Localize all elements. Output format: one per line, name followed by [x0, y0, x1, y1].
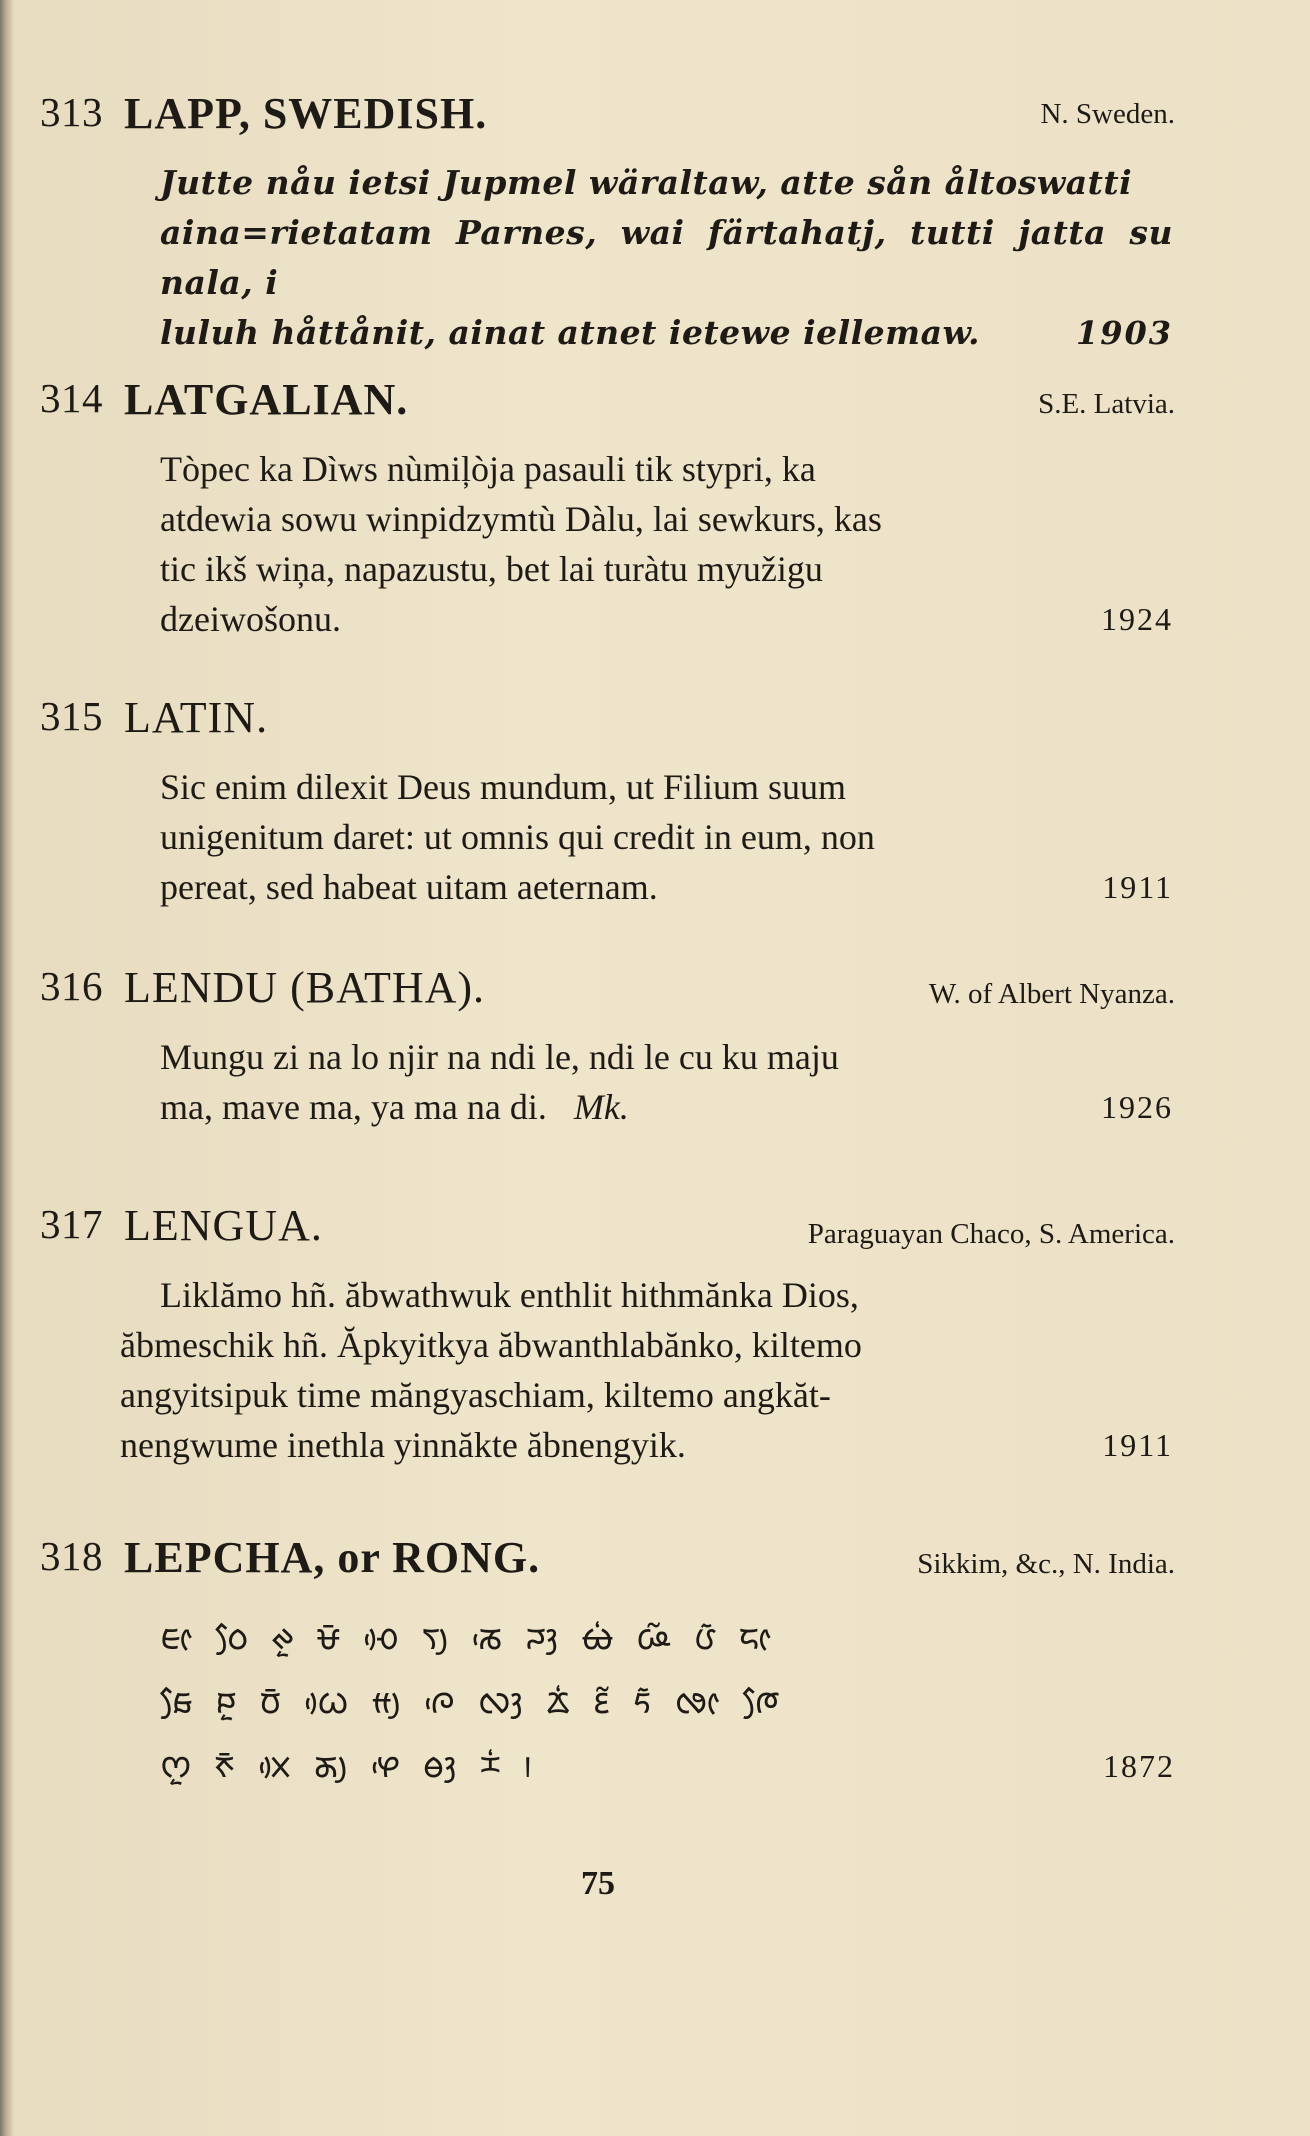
entry-number: 313 — [40, 89, 103, 135]
verse-line: ᰑᰧ ᰐᰬ ᰗᰳ ᰃᰴ ᰙᰪ ᰍᰵ ᰜᰫ ᰇᰭ ᰚᰲ ᰁᰶ ᰒᰦ ᰈᰧ — [160, 1682, 785, 1722]
entry-314 — [40, 374, 1175, 644]
language-name: LENGUA. — [124, 1201, 323, 1250]
verse-line — [160, 1082, 1173, 1132]
region: W. of Albert Nyanza. — [928, 978, 1175, 1010]
verse-line-text: luluh håttånit, ainat atnet ietewe iellemaw. — [160, 313, 981, 352]
entry-heading — [40, 1200, 1175, 1260]
verse-line — [160, 594, 1173, 644]
entry-heading — [40, 1532, 1175, 1592]
entry-316 — [40, 962, 1175, 1132]
verse-line — [160, 1734, 1175, 1798]
year: 1911 — [1102, 869, 1173, 905]
verse-line: Mungu zi na lo njir na ndi le, ndi le cu ku maju — [160, 1037, 839, 1077]
entry-heading — [40, 692, 1175, 752]
verse-text — [160, 158, 1173, 358]
verse-line-text: dzeiwošonu. — [160, 599, 341, 639]
entry-number: 314 — [40, 375, 103, 421]
verse-line: ăbmeschik hñ. Ăpkyitkya ăbwanthlabănko, kiltemo — [120, 1325, 862, 1365]
year: 1903 — [1075, 314, 1173, 352]
verse-line: Liklămo hñ. ăbwathwuk enthlit hithmănka Dios, — [160, 1275, 859, 1315]
language-name: LENDU (BATHA). — [124, 963, 486, 1012]
verse-line: Sic enim dilexit Deus mundum, ut Filium suum — [160, 767, 847, 807]
year: 1911 — [1102, 1427, 1173, 1463]
language-name: LEPCHA, or RONG. — [124, 1533, 541, 1582]
year: 1872 — [1103, 1748, 1175, 1784]
year: 1926 — [1101, 1089, 1173, 1125]
language-name: LATIN. — [124, 693, 269, 742]
verse-line: atdewia sowu winpidzymtù Dàlu, lai sewkurs, kas — [160, 499, 882, 539]
verse-line: tic ikš wiņa, napazustu, bet lai turàtu myužigu — [160, 549, 823, 589]
entry-heading — [40, 374, 1175, 434]
scripture-reference: Mk. — [573, 1087, 629, 1127]
entry-number: 316 — [40, 963, 103, 1009]
entry-heading — [40, 962, 1175, 1022]
verse-line: Jutte nåu ietsi Jupmel wäraltaw, atte sån åltoswatti — [160, 163, 1133, 202]
verse-line-text: ma, mave ma, ya ma na di. — [160, 1087, 547, 1127]
entry-number: 317 — [40, 1201, 103, 1247]
region: Sikkim, &c., N. India. — [917, 1548, 1175, 1580]
verse-line: aina=rietatam Parnes, wai färtahatj, tutti jatta su nala, i — [160, 213, 1173, 302]
entry-317 — [40, 1200, 1175, 1470]
language-name: LATGALIAN. — [124, 375, 409, 424]
entry-318 — [40, 1532, 1175, 1798]
verse-line — [160, 862, 1173, 912]
verse-line: angyitsipuk time măngyaschiam, kiltemo angkăt- — [120, 1375, 831, 1415]
entry-315 — [40, 692, 1175, 912]
region: S.E. Latvia. — [1038, 388, 1175, 420]
verse-text — [160, 1032, 1173, 1132]
entry-heading — [40, 88, 1175, 148]
verse-line — [160, 308, 1173, 358]
region: N. Sweden. — [1040, 98, 1175, 130]
language-name: LAPP, SWEDISH. — [124, 89, 488, 138]
region: Paraguayan Chaco, S. America. — [807, 1218, 1175, 1250]
verse-line — [120, 1420, 1173, 1470]
verse-line-text: pereat, sed habeat uitam aeternam. — [160, 867, 658, 907]
verse-line: Tòpec ka Dìws nùmiļòja pasauli tik stypri, ka — [160, 449, 816, 489]
entry-313 — [40, 88, 1175, 358]
verse-line-text: nengwume inethla yinnăkte ăbnengyik. — [120, 1425, 686, 1465]
verse-text — [160, 444, 1173, 644]
verse-text — [120, 1270, 1173, 1470]
year: 1924 — [1101, 601, 1173, 637]
page-number: 75 — [581, 1865, 615, 1902]
lepcha-verse-text — [160, 1606, 1175, 1798]
verse-line-text: ᰔᰬ ᰉᰳ ᰞᰴ ᰖᰪ ᰋᰵ ᰟᰫ ᰌᰭ ᰻ — [160, 1746, 538, 1786]
entry-number: 315 — [40, 693, 103, 739]
verse-line: ᰀᰦ ᰓᰧ ᰊᰬ ᰝᰳ ᰆᰴ ᰛᰪ ᰕᰵ ᰎᰫ ᰄᰭ ᰘᰲ ᰂᰶ ᰏᰦ — [160, 1618, 778, 1658]
verse-line: unigenitum daret: ut omnis qui credit in eum, non — [160, 817, 875, 857]
verse-text — [160, 762, 1173, 912]
entry-number: 318 — [40, 1533, 103, 1579]
